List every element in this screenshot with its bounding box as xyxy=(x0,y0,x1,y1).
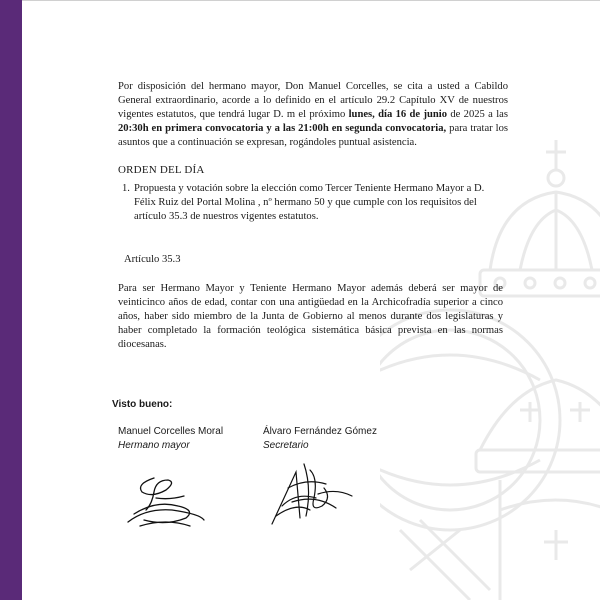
approval-label: Visto bueno: xyxy=(112,399,173,410)
article-title: Artículo 35.3 xyxy=(124,254,181,265)
left-color-band xyxy=(0,0,22,600)
top-border xyxy=(22,0,600,1)
meeting-times: 20:30h en primera convocatoria y a las 21:00h en segunda convocatoria, xyxy=(118,123,447,134)
signatory-role: Secretario xyxy=(263,440,309,451)
agenda-heading: ORDEN DEL DÍA xyxy=(118,164,205,176)
agenda-item xyxy=(118,182,508,224)
signature-hermano-mayor xyxy=(126,470,206,532)
signatory-role: Hermano mayor xyxy=(118,440,190,451)
meeting-date: lunes, día 16 de junio xyxy=(348,109,447,120)
article-text: Para ser Hermano Mayor y Teniente Hermano Mayor además deberá ser mayor de veinticinco años de edad, contar con una antigüedad en la Archicofradía superior a cinco años, haber sido miembro de la Junta de Gobierno al menos durante dos legislaturas y haber completado la formación teológica sistemática básica prevista en las normas diocesanas. xyxy=(118,283,503,350)
signatory-name: Manuel Corcelles Moral xyxy=(118,426,224,437)
convocation-paragraph: Por disposición del hermano mayor, Don Manuel Corcelles, se cita a usted a Cabildo General extraordinario, acorde a lo definido en el artículo 29.2 Capítulo XV de nuestros vigentes estatutos, que tendrá lugar D. m el próximo lunes, día 16 de junio de 2025 a las 20:30h en primera convocatoria y a las 21:00h en segunda convocatoria, para tratar los asuntos que a continuación se expresan, rogándoles puntual asistencia. xyxy=(118,81,508,148)
agenda-item-number: 1. xyxy=(122,183,130,194)
signatory-name: Álvaro Fernández Gómez xyxy=(263,426,377,437)
signature-secretario xyxy=(266,458,354,528)
agenda-item-text: Propuesta y votación sobre la elección como Tercer Teniente Hermano Mayor a D. Félix Ruiz del Portal Molina , nº hermano 50 y que cumple con los requisitos del artículo 35.3 de nuestros vigentes estatutos. xyxy=(134,183,485,222)
